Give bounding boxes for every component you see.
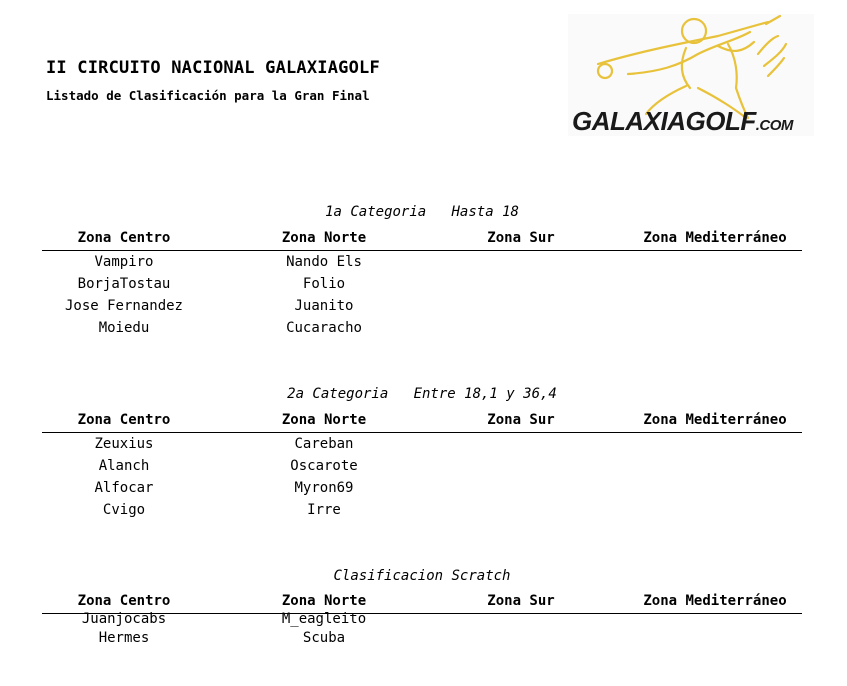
column-headers [42,226,802,251]
player-cell: Oscarote [290,458,358,474]
table-row [42,296,802,318]
table-row [42,611,802,630]
player-cell: M_eagleito [281,611,367,627]
table-row [42,500,802,522]
page-title: II CIRCUITO NACIONAL GALAXIAGOLF [46,58,380,78]
player-cell: Vampiro [94,254,154,270]
column-header-zona-sur: Zona Sur [487,593,555,609]
column-header-zona-centro: Zona Centro [77,230,171,246]
column-header-zona-mediterraneo: Zona Mediterráneo [643,230,787,246]
section-title: Clasificacion Scratch [333,568,511,584]
player-cell: Zeuxius [94,436,154,452]
table-row [42,456,802,478]
table-row [42,274,802,296]
player-cell: Careban [294,436,354,452]
player-cell: Alfocar [94,480,154,496]
player-cell: Irre [307,502,341,518]
player-cell: Myron69 [294,480,354,496]
classification-list [42,252,802,340]
classification-list [42,434,802,522]
column-header-zona-mediterraneo: Zona Mediterráneo [643,412,787,428]
table-row [42,318,802,340]
column-header-zona-norte: Zona Norte [281,412,367,428]
player-cell: Juanito [294,298,354,314]
player-cell: Alanch [98,458,150,474]
player-cell: Jose Fernandez [64,298,183,314]
player-cell: Scuba [302,630,346,646]
table-row [42,434,802,456]
player-cell: Nando Els [286,254,362,270]
logo-wordmark: GALAXIAGOLF.COM [572,106,793,136]
player-cell: Folio [302,276,346,292]
player-cell: Cvigo [102,502,146,518]
table-row [42,252,802,274]
player-cell: Hermes [98,630,150,646]
column-headers [42,408,802,433]
player-cell: Moiedu [98,320,150,336]
column-header-zona-centro: Zona Centro [77,412,171,428]
table-row [42,630,802,649]
column-header-zona-norte: Zona Norte [281,230,367,246]
column-header-zona-sur: Zona Sur [487,412,555,428]
section-title: 2a Categoria Entre 18,1 y 36,4 [287,386,557,402]
section-title: 1a Categoria Hasta 18 [325,204,519,220]
player-cell: Cucaracho [286,320,362,336]
table-row [42,478,802,500]
column-header-zona-sur: Zona Sur [487,230,555,246]
column-header-zona-norte: Zona Norte [281,593,367,609]
column-header-zona-centro: Zona Centro [77,593,171,609]
player-cell: BorjaTostau [77,276,171,292]
page-subtitle: Listado de Clasificación para la Gran Final [46,88,370,103]
column-header-zona-mediterraneo: Zona Mediterráneo [643,593,787,609]
player-cell: Juanjocabs [81,611,167,627]
galaxiagolf-logo [568,14,814,136]
classification-list [42,611,802,649]
